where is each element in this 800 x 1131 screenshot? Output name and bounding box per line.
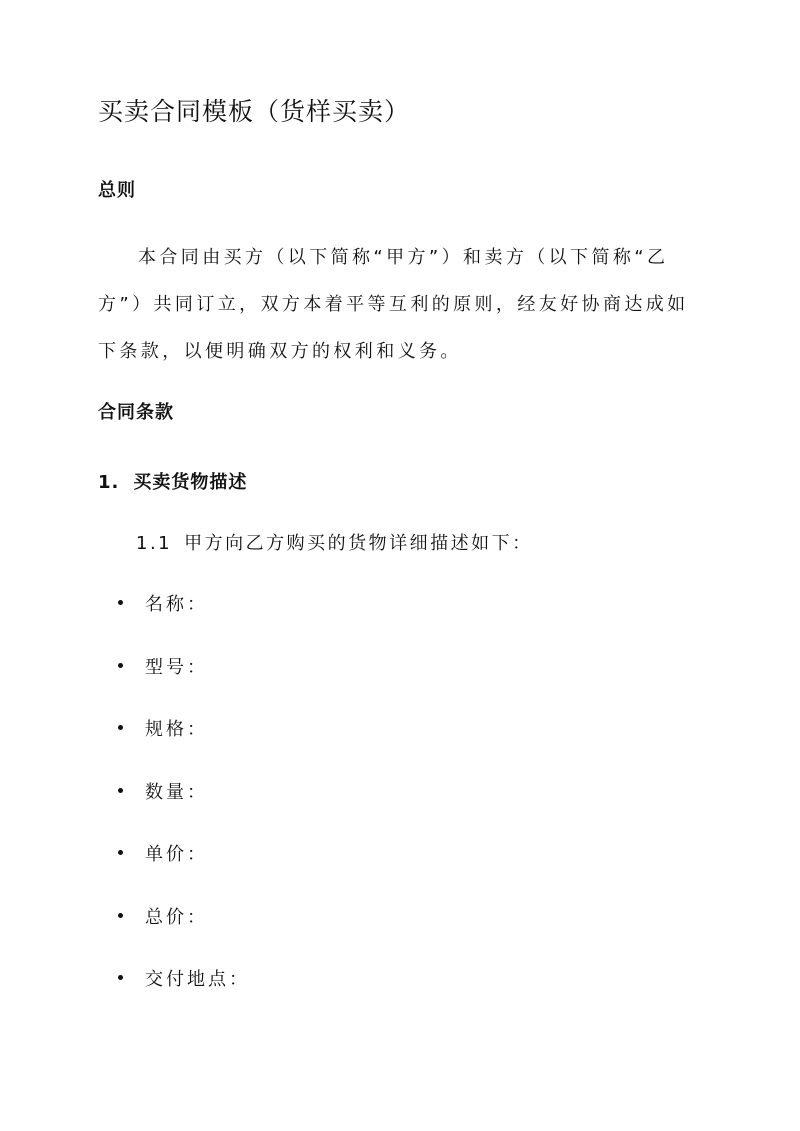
clause-text: 甲方向乙方购买的货物详细描述如下： bbox=[184, 533, 533, 554]
goods-field-list bbox=[118, 590, 250, 1028]
field-label: 规格： bbox=[145, 719, 208, 740]
field-label: 总价： bbox=[145, 906, 208, 928]
list-item bbox=[118, 715, 250, 778]
field-label: 名称： bbox=[145, 594, 208, 615]
section-heading-general: 总则 bbox=[98, 180, 136, 201]
list-item bbox=[118, 590, 250, 653]
bullet-icon bbox=[118, 975, 123, 980]
clause-number: 1.1 bbox=[136, 533, 173, 554]
bullet-icon bbox=[118, 788, 123, 793]
list-item bbox=[118, 778, 250, 841]
clause-1-1 bbox=[136, 529, 533, 555]
list-item bbox=[118, 903, 250, 966]
section-number: 1. bbox=[98, 472, 120, 493]
general-paragraph: 本合同由买方（以下简称“甲方”）和卖方（以下简称“乙方”）共同订立，双方本着平等互利的原则，经友好协商达成如下条款，以便明确双方的权利和义务。 bbox=[98, 247, 689, 362]
list-item bbox=[118, 840, 250, 903]
bullet-icon bbox=[118, 913, 123, 918]
section-title: 买卖货物描述 bbox=[133, 472, 248, 493]
list-item bbox=[118, 965, 250, 1028]
field-label: 型号： bbox=[145, 656, 208, 678]
bullet-icon bbox=[118, 850, 123, 855]
bullet-icon bbox=[118, 663, 123, 668]
bullet-icon bbox=[118, 725, 123, 730]
bullet-icon bbox=[118, 600, 123, 605]
field-label: 交付地点： bbox=[145, 969, 250, 990]
field-label: 数量： bbox=[145, 781, 208, 803]
document-title: 买卖合同模板（货样买卖） bbox=[98, 97, 411, 126]
section-heading-goods bbox=[98, 468, 247, 494]
list-item bbox=[118, 653, 250, 716]
field-label: 单价： bbox=[145, 844, 208, 865]
section-heading-terms: 合同条款 bbox=[98, 402, 174, 423]
